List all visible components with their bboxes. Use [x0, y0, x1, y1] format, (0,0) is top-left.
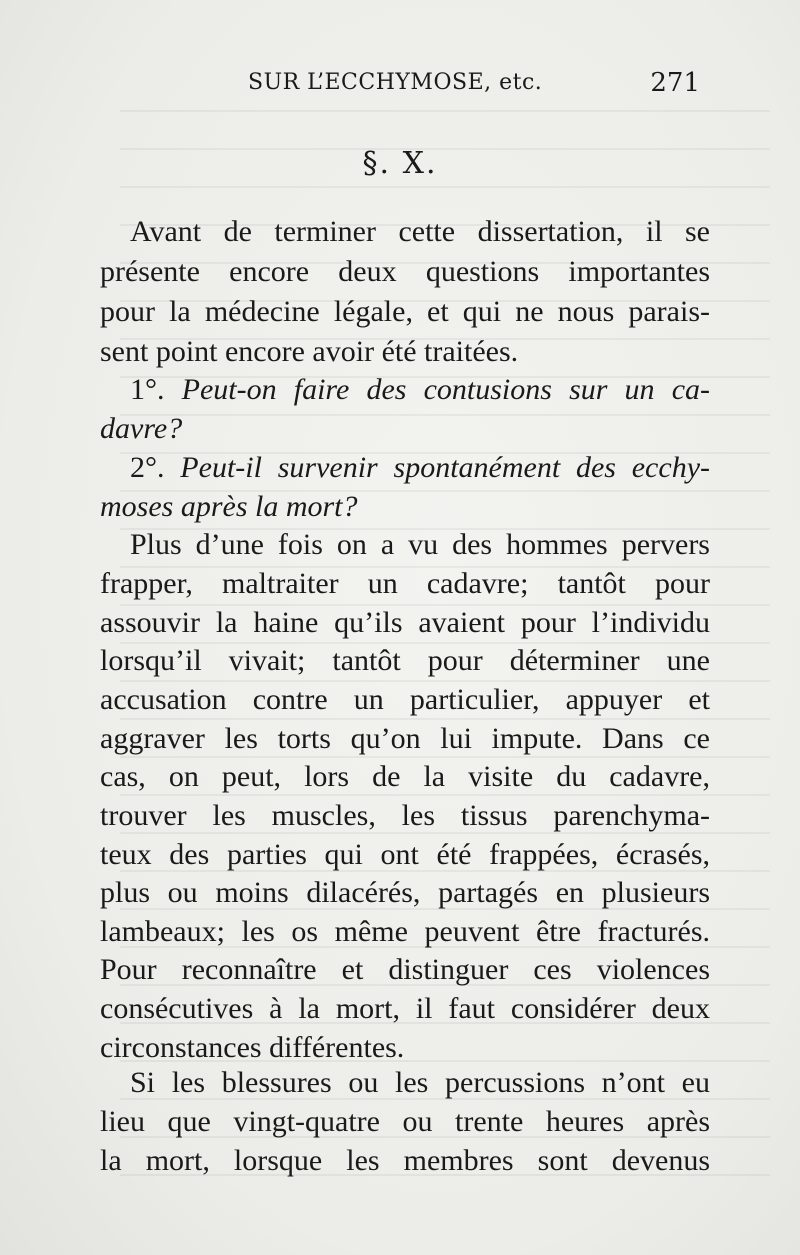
running-head: SUR L’ECCHYMOSE, etc.: [248, 70, 543, 95]
text-line: cas, on peut, lors de la visite du cadavre,: [100, 760, 710, 793]
text-line: accusation contre un particulier, appuyer et: [100, 683, 710, 716]
text-line: Si les blessures ou les percussions n’ont eu: [130, 1066, 710, 1099]
text-line: Pour reconnaître et distinguer ces violences: [100, 953, 710, 986]
section-heading: §. X.: [362, 146, 438, 181]
text-line: Avant de terminer cette dissertation, il se: [130, 215, 710, 248]
page-header: [248, 64, 700, 104]
question-line: [130, 375, 710, 405]
text-line: sent point encore avoir été traitées.: [100, 335, 519, 368]
text-line: Plus d’une fois on a vu des hommes pervers: [130, 528, 710, 561]
text-line: pour la médecine légale, et qui ne nous parais-: [100, 295, 710, 328]
text-line: la mort, lorsque les membres sont devenus: [100, 1144, 710, 1177]
text-line: présente encore deux questions importantes: [100, 255, 710, 288]
page-number: 271: [650, 68, 700, 98]
text-line: teux des parties qui ont été frappées, écrasés,: [100, 838, 710, 871]
text-line: frapper, maltraiter un cadavre; tantôt pour: [100, 567, 710, 600]
question-text: moses après la mort?: [100, 490, 358, 523]
question-line: [130, 453, 710, 483]
text-line: lieu que vingt-quatre ou trente heures après: [100, 1105, 710, 1138]
text-line: lambeaux; les os même peuvent être fracturés.: [100, 915, 710, 948]
text-line: lorsqu’il vivait; tantôt pour déterminer une: [100, 644, 710, 677]
question-number: 1°.: [130, 373, 165, 406]
text-line: assouvir la haine qu’ils avaient pour l’individu: [100, 606, 710, 639]
question-number: 2°.: [130, 451, 165, 484]
question-line: [100, 414, 710, 444]
text-line: aggraver les torts qu’on lui impute. Dans ce: [100, 722, 710, 755]
text-line: circonstances différentes.: [100, 1031, 405, 1064]
question-line: [100, 492, 710, 522]
text-line: plus ou moins dilacérés, partagés en plusieurs: [100, 876, 710, 909]
text-line: trouver les muscles, les tissus parenchyma-: [100, 799, 710, 832]
question-text: davre?: [100, 412, 183, 445]
question-text: Peut-on faire des contusions sur un ca-: [181, 373, 711, 406]
text-line: consécutives à la mort, il faut considérer deux: [100, 992, 710, 1025]
question-text: Peut-il survenir spontanément des ecchy-: [180, 451, 710, 484]
